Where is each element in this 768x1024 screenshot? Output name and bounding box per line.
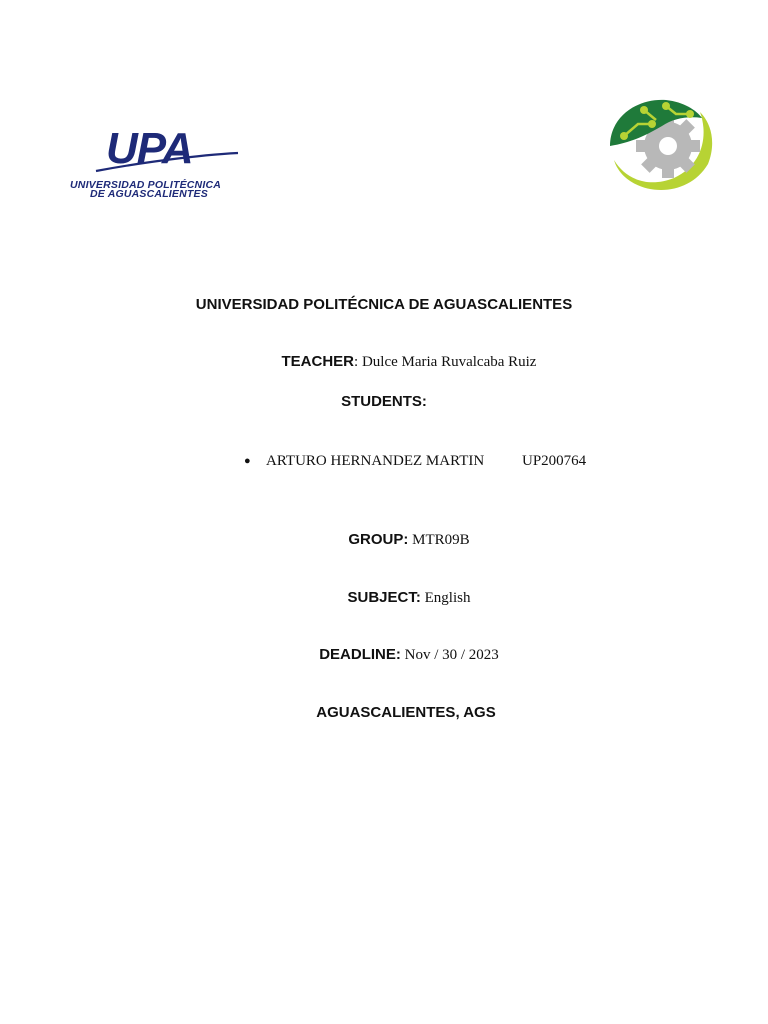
upa-wordmark: UPA [106,124,193,173]
group-label: GROUP: [348,531,409,548]
upa-subtitle-line2: DE AGUASCALIENTES [90,188,208,200]
group-line [0,531,768,549]
group-value: MTR09B [412,532,470,548]
student-name: ARTURO HERNANDEZ MARTIN [266,453,485,469]
subject-label: SUBJECT: [347,589,421,606]
deadline-label: DEADLINE: [319,646,401,663]
location-heading: AGUASCALIENTES, AGS [316,704,496,721]
subject-value: English [424,590,471,606]
student-id: UP200764 [522,453,587,469]
teacher-value: : Dulce Maria Ruvalcaba Ruiz [354,354,537,370]
subject-line [0,589,768,607]
university-heading: UNIVERSIDAD POLITÉCNICA DE AGUASCALIENTES [195,296,573,313]
student-list-item [244,453,587,470]
upa-subtitle-line1: UNIVERSIDAD POLITÉCNICA [70,179,222,191]
bullet-icon: ● [244,455,251,467]
teacher-line [0,353,768,371]
deadline-line [0,646,768,664]
students-label: STUDENTS: [341,393,427,410]
upa-logo [68,125,268,205]
teacher-label: TEACHER [281,353,355,370]
deadline-value: Nov / 30 / 2023 [404,647,499,663]
gear-circuit-icon [604,94,718,200]
